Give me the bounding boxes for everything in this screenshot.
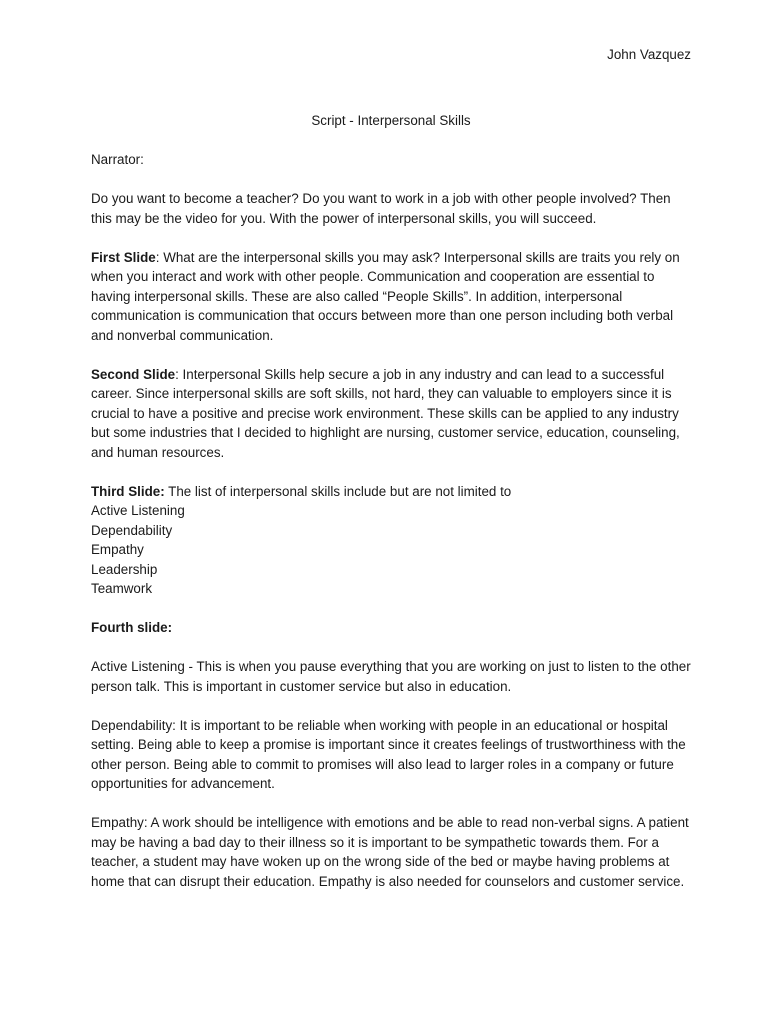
third-slide-paragraph [91,482,691,502]
first-slide-label: First Slide [91,249,156,265]
second-slide-paragraph [91,365,691,463]
skill-list [91,501,691,599]
dependability-paragraph: Dependability: It is important to be reliable when working with people in an educational or hospital setting. Being able to keep a promise is important since it creates feelings of trustworthiness with the other person. Being able to commit to promises will also lead to larger roles in a company or future opportunities for advancement. [91,717,686,791]
third-slide-label: Third Slide: [91,483,165,499]
second-slide-text: : Interpersonal Skills help secure a job in any industry and can lead to a successful career. Since interpersonal skills are soft skills, not hard, they can valuable to employers since it is crucial to have a positive and precise work environment. These skills can be applied to any industry but some industries that I decided to highlight are nursing, customer service, education, counseling, and human resources. [91,366,680,460]
narrator-label: Narrator: [91,152,144,167]
list-item: Leadership [91,561,158,577]
first-slide-paragraph [91,248,691,346]
intro-paragraph: Do you want to become a teacher? Do you want to work in a job with other people involved? Then this may be the video for you. With the power of interpersonal skills, you will succeed. [91,191,671,226]
empathy-paragraph: Empathy: A work should be intelligence with emotions and be able to read non-verbal signs. A patient may be having a bad day to their illness so it is important to be sympathetic towards them. For a teacher, a student may have woken up on the wrong side of the bed or maybe having problems at home that can disrupt their education. Empathy is also needed for counselors and customer service. [91,815,689,889]
document-body [91,150,691,911]
author-name: John Vazquez [607,47,691,62]
list-item: Active Listening [91,503,185,518]
document-title: Script - Interpersonal Skills [311,113,471,128]
fourth-slide-label: Fourth slide: [91,620,173,635]
list-item: Dependability [91,522,173,538]
list-item: Empathy [91,542,144,557]
list-item: Teamwork [91,581,153,596]
active-listening-paragraph: Active Listening - This is when you pause everything that you are working on just to listen to the other person talk. This is important in customer service but also in education. [91,659,691,694]
second-slide-label: Second Slide [91,366,176,382]
fourth-slide-heading [91,618,691,638]
third-slide-text: The list of interpersonal skills include but are not limited to [164,483,512,499]
first-slide-text: : What are the interpersonal skills you may ask? Interpersonal skills are traits you rely on when you interact and work with other people. Communication and cooperation are essential to having interpersonal skills. These are also called “People Skills”. In addition, interpersonal communication is communication that occurs between more than one person including both verbal and nonverbal communication. [91,249,680,343]
